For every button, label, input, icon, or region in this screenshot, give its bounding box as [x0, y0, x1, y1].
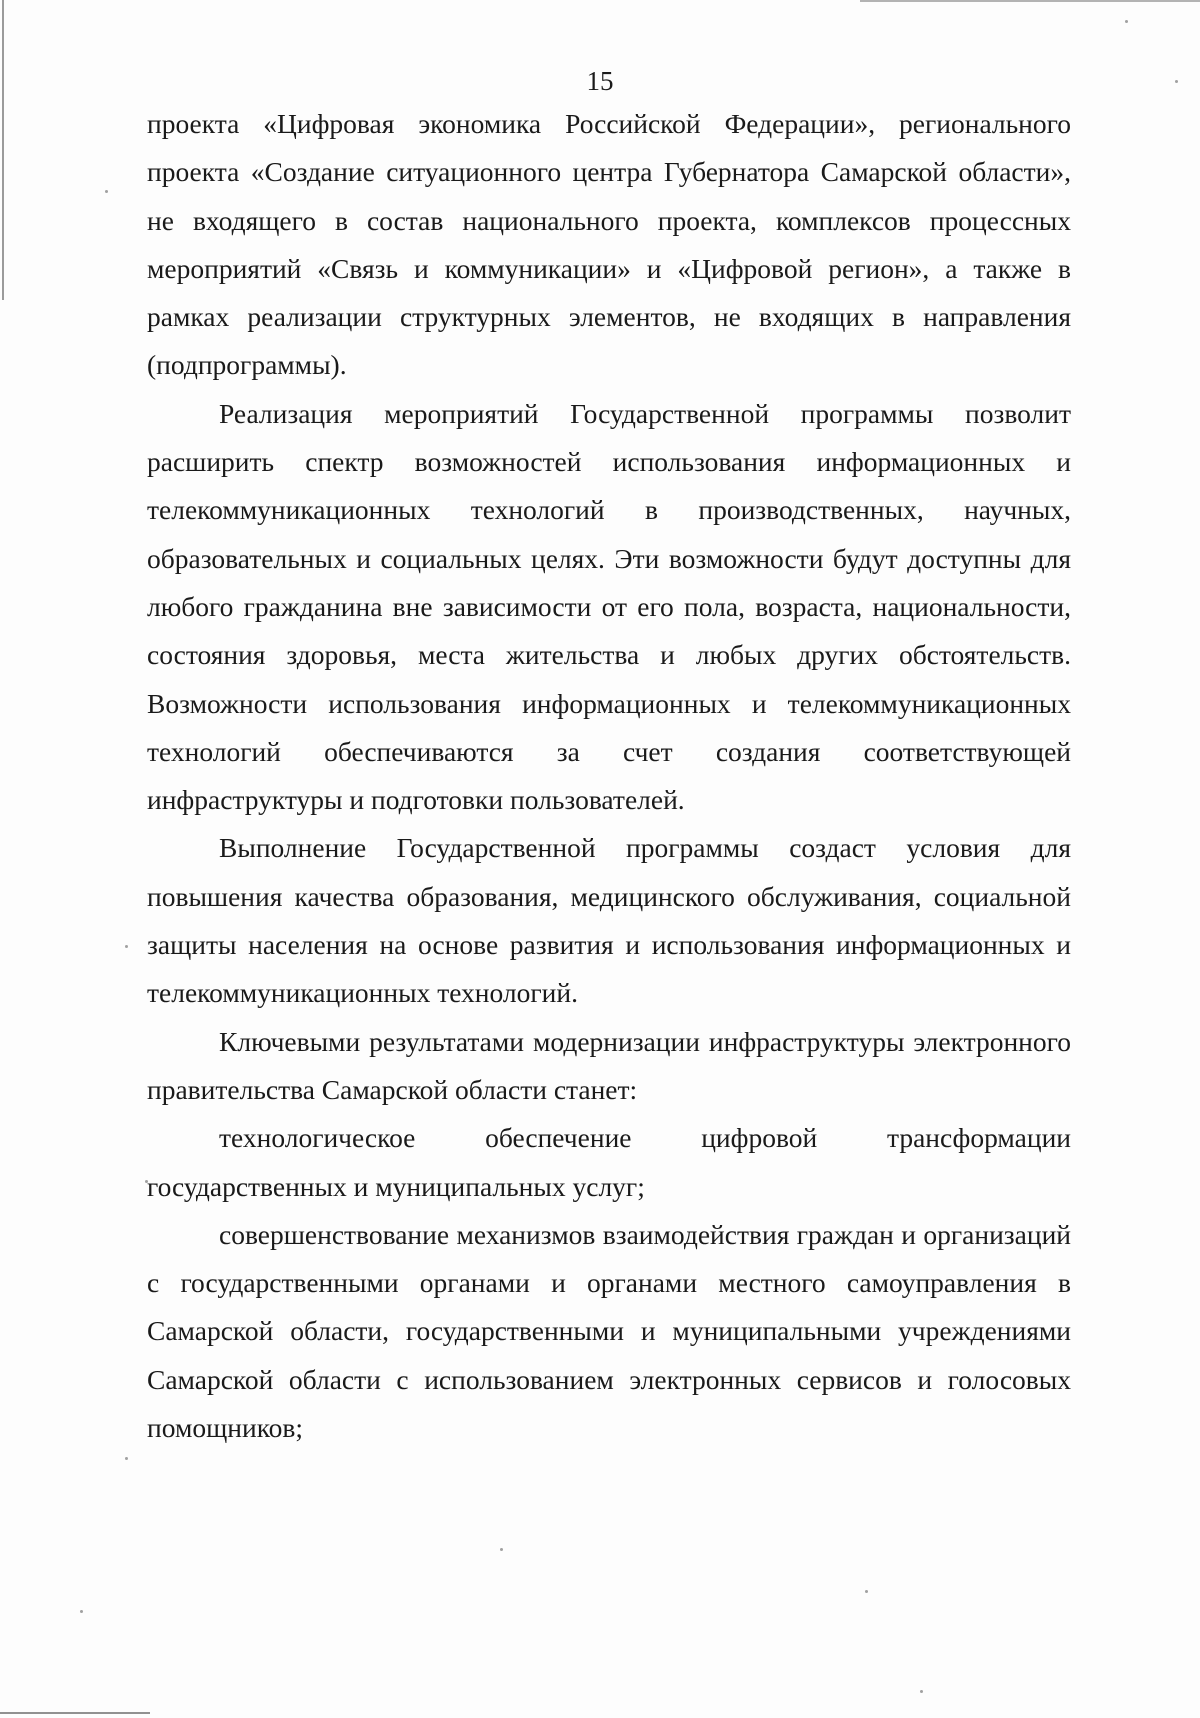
scan-speck — [865, 1590, 868, 1593]
scan-speck — [1125, 20, 1128, 23]
scan-speck — [125, 1457, 128, 1460]
scan-edge-bottom — [0, 1712, 150, 1714]
paragraph: Выполнение Государственной программы создаст условия для повышения качества образования, медицинского обслуживания, социальной защиты населения на основе развития и использования информационных и телекоммуникационных технологий. — [147, 832, 1071, 1009]
scan-speck — [105, 190, 108, 193]
paragraph: проекта «Цифровая экономика Российской Федерации», регионального проекта «Создание ситуационного центра Губернатора Самарской области», не входящего в состав национального проекта, комплексов процессных мероприятий «Связь и коммуникации» и «Цифровой регион», а также в рамках реализации структурных элементов, не входящих в направления (подпрограммы). — [147, 108, 1071, 381]
paragraph: технологическое обеспечение цифровой трансформации государственных и муниципальных услуг; — [147, 1122, 1071, 1202]
page-number: 15 — [586, 66, 614, 96]
scan-speck — [500, 1548, 503, 1551]
body-text — [147, 100, 1071, 1452]
scan-speck — [125, 945, 128, 948]
paragraph: Реализация мероприятий Государственной программы позволит расширить спектр возможностей использования информационных и телекоммуникационных технологий в производственных, научных, образовательных и социальных целях. Эти возможности будут доступны для любого гражданина вне зависимости от его пола, возраста, национальности, состояния здоровья, места жительства и любых других обстоятельств. Возможности использования информационных и телекоммуникационных технологий обеспечиваются за счет создания соответствующей инфраструктуры и подготовки пользователей. — [147, 397, 1071, 816]
scan-edge-top — [860, 0, 1200, 2]
scan-edge-left — [2, 0, 4, 300]
paragraph: Ключевыми результатами модернизации инфраструктуры электронного правительства Самарской области станет: — [147, 1025, 1071, 1105]
scan-speck — [80, 1610, 83, 1613]
scan-speck — [920, 1690, 923, 1693]
paragraph: совершенствование механизмов взаимодействия граждан и организаций с государственными органами и органами местного самоуправления в Самарской области, государственными и муниципальными учреждениями Самарской области с использованием электронных сервисов и голосовых помощников; — [147, 1218, 1071, 1444]
